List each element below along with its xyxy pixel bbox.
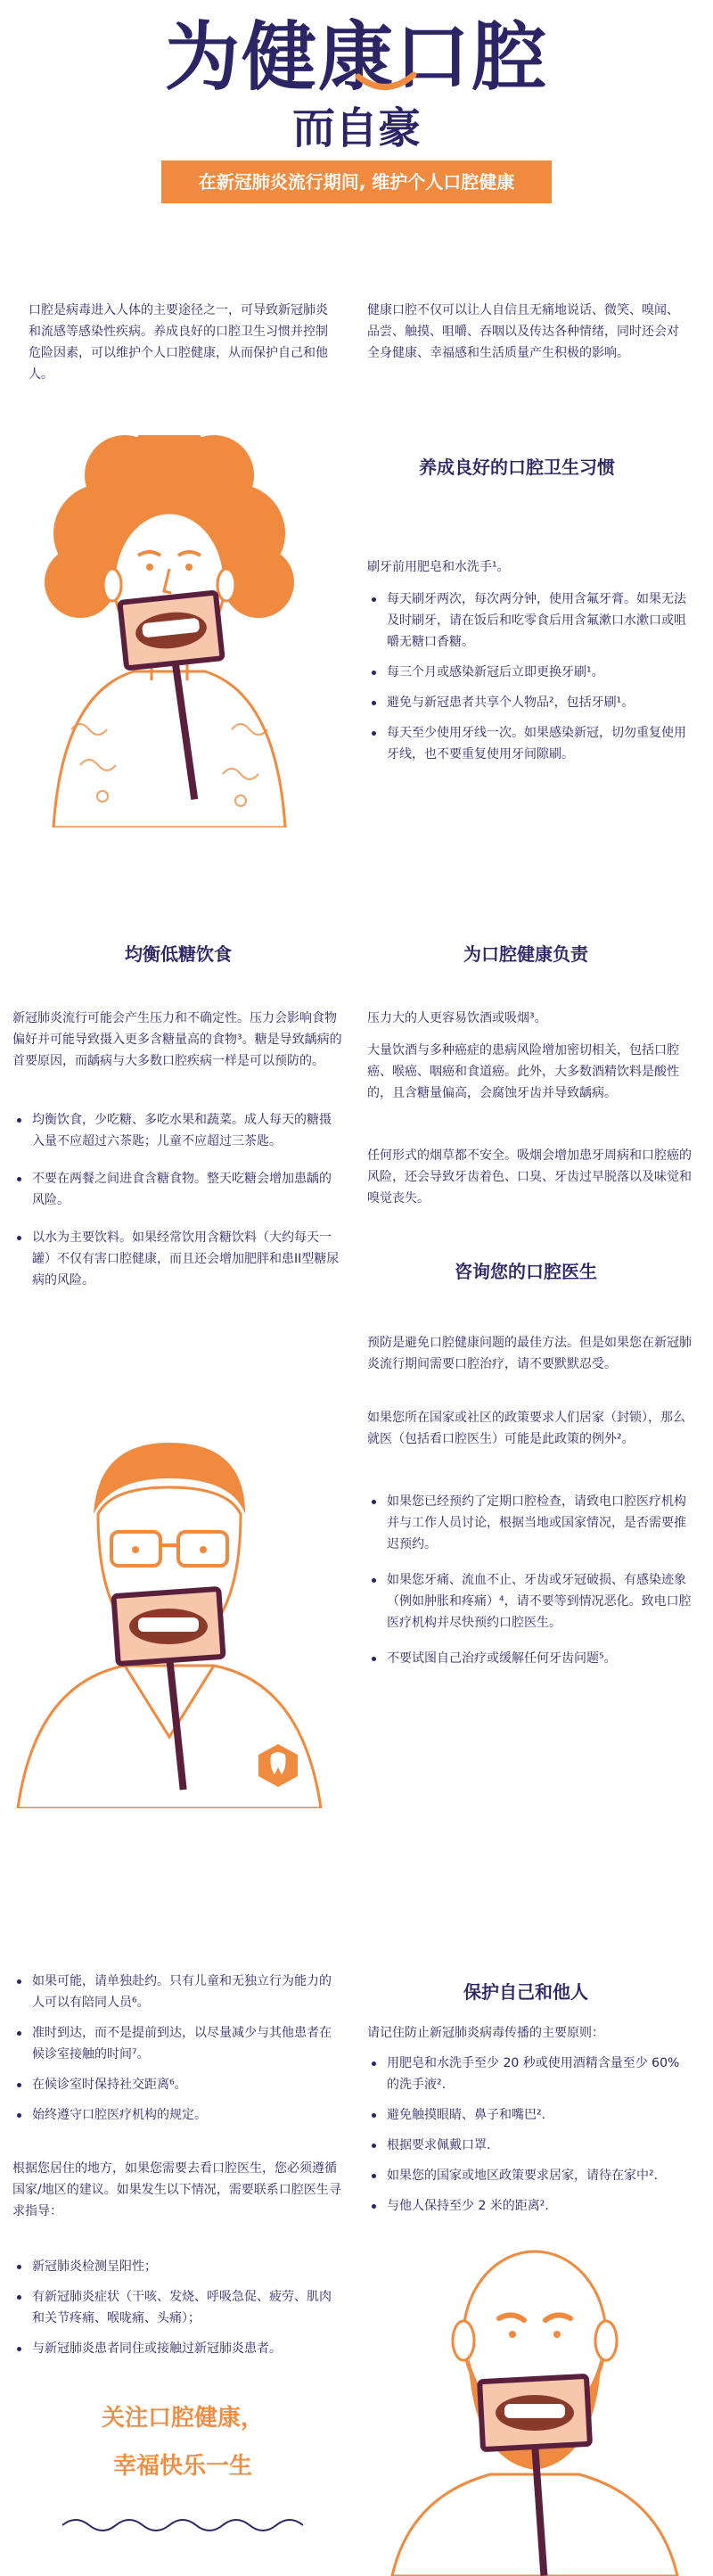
hygiene-list [367, 588, 688, 774]
list-item: 如果您已经预约了定期口腔检查，请致电口腔医疗机构并与工作人员讨论，根据当地或国家情况，是否需要推迟预约。 [367, 1491, 695, 1555]
diet-intro: 新冠肺炎流行可能会产生压力和不确定性。压力会影响食物偏好并可能导致摄入更多含糖量高的食物³。糖是导致龋病的首要原因，而龋病与大多数口腔疾病一样是可以预防的。 [12, 1011, 342, 1068]
list-item: 避免触摸眼睛、鼻子和嘴巴². [367, 2104, 695, 2126]
dentist-heading: 咨询您的口腔医生 [455, 1261, 597, 1282]
list-item: 每天至少使用牙线一次。如果感染新冠，切勿重复使用牙线，也不要重复使用牙间隙刷。 [367, 722, 688, 765]
list-item: 以水为主要饮料。如果经常饮用含糖饮料（大约每天一罐）不仅有害口腔健康，而且还会增加肥胖和患II型糖尿病的风险。 [12, 1227, 342, 1291]
responsible-heading: 为口腔健康负责 [463, 943, 588, 965]
page-subtitle: 而自豪 [291, 103, 421, 153]
protect-intro: 请记住防止新冠肺炎病毒传播的主要原则： [367, 2026, 604, 2040]
dentist-p1: 预防是避免口腔健康问题的最佳方法。但是如果您在新冠肺炎流行期间需要口腔治疗，请不要默默忍受。 [367, 1336, 692, 1371]
bearded-man-illustration [374, 2238, 695, 2576]
protect-heading: 保护自己和他人 [463, 1981, 588, 2003]
wavy-divider-icon [62, 2516, 303, 2534]
diet-list [12, 1109, 342, 1300]
list-item: 与新冠肺炎患者同住或接触过新冠肺炎患者。 [12, 2338, 342, 2359]
protect-list [367, 2053, 695, 2226]
list-item: 有新冠肺炎症状（干咳、发烧、呼吸急促、疲劳、肌肉和关节疼痛、喉咙痛、头痛）； [12, 2286, 342, 2329]
intro-left-text: 口腔是病毒进入人体的主要途径之一，可导致新冠肺炎和流感等感染性疾病。养成良好的口腔卫生习惯并控制危险因素，可以维护个人口腔健康，从而保护自己和他人。 [29, 303, 328, 382]
page-title: 为健康口腔 [164, 13, 548, 101]
list-item: 在候诊室时保持社交距离⁶。 [12, 2074, 342, 2095]
dentist-list [367, 1491, 695, 1678]
responsible-p2: 大量饮酒与多种癌症的患病风险增加密切相关，包括口腔癌、喉癌、咽癌和食道癌。此外，大多数酒精饮料是酸性的，且含糖量偏高，会腐蚀牙齿并导致龋病。 [367, 1043, 679, 1100]
list-item: 每三个月或感染新冠后立即更换牙刷¹。 [367, 662, 688, 683]
closing-line-2: 幸福快乐一生 [112, 2453, 252, 2480]
visit-list [12, 1971, 342, 2135]
dentist-p2: 如果您所在国家或社区的政策要求人们居家（封锁），那么就医（包括看口腔医生）可能是此政策的例外²。 [367, 1411, 685, 1446]
list-item: 每天刷牙两次，每次两分钟，使用含氟牙膏。如果无法及时刷牙，请在饭后和吃零食后用含氟漱口水漱口或咀嚼无糖口香糖。 [367, 588, 688, 653]
intro-right-text: 健康口腔不仅可以让人自信且无痛地说话、微笑、嗅闻、品尝、触摸、咀嚼、吞咽以及传达各种情绪，同时还会对全身健康、幸福感和生活质量产生积极的影响。 [367, 303, 679, 360]
dentist-illustration [9, 1416, 330, 1808]
list-item: 不要在两餐之间进食含糖食物。整天吃糖会增加患龋的风险。 [12, 1168, 342, 1211]
list-item: 如果您的国家或地区政策要求居家，请待在家中². [367, 2165, 695, 2186]
list-item: 不要试图自己治疗或缓解任何牙齿问题⁵。 [367, 1648, 695, 1669]
responsible-p1: 压力大的人更容易饮酒或吸烟³。 [367, 1011, 547, 1025]
smile-swoosh-icon [355, 71, 417, 95]
diet-heading: 均衡低糖饮食 [125, 943, 232, 965]
list-item: 均衡饮食，少吃糖、多吃水果和蔬菜。成人每天的糖摄入量不应超过六茶匙；儿童不应超过三茶匙。 [12, 1109, 342, 1152]
list-item: 如果可能，请单独赴约。只有儿童和无独立行为能力的人可以有陪同人员⁶。 [12, 1971, 342, 2013]
subtitle-banner: 在新冠肺炎流行期间, 维护个人口腔健康 [161, 160, 552, 203]
closing-line-1: 关注口腔健康， [101, 2405, 264, 2432]
list-item: 如果您牙痛、流血不止、牙齿或牙冠破损、有感染迹象（例如肿胀和疼痛）⁴，请不要等到情况恶化。致电口腔医疗机构并尽快预约口腔医生。 [367, 1569, 695, 1634]
list-item: 避免与新冠患者共享个人物品²，包括牙刷¹。 [367, 692, 688, 713]
visit-list-2 [12, 2256, 342, 2368]
list-item: 准时到达，而不是提前到达，以尽量减少与其他患者在候诊室接触的时间⁷。 [12, 2022, 342, 2065]
visit-paragraph: 根据您居住的地方，如果您需要去看口腔医生，您必须遵循国家/地区的建议。如果发生以下情况，需要联系口腔医生寻求指导： [12, 2161, 341, 2218]
list-item: 始终遵守口腔医疗机构的规定。 [12, 2104, 342, 2126]
responsible-p3: 任何形式的烟草都不安全。吸烟会增加患牙周病和口腔癌的风险，还会导致牙齿着色、口臭、牙齿过早脱落以及味觉和嗅觉丧失。 [367, 1148, 692, 1206]
afro-man-illustration [18, 435, 321, 827]
list-item: 新冠肺炎检测呈阳性； [12, 2256, 342, 2277]
list-item: 与他人保持至少 2 米的距离². [367, 2195, 695, 2217]
hygiene-heading: 养成良好的口腔卫生习惯 [419, 457, 615, 478]
hygiene-intro: 刷牙前用肥皂和水洗手¹。 [367, 560, 510, 574]
list-item: 根据要求佩戴口罩. [367, 2135, 695, 2156]
list-item: 用肥皂和水洗手至少 20 秒或使用酒精含量至少 60% 的洗手液². [367, 2053, 695, 2095]
